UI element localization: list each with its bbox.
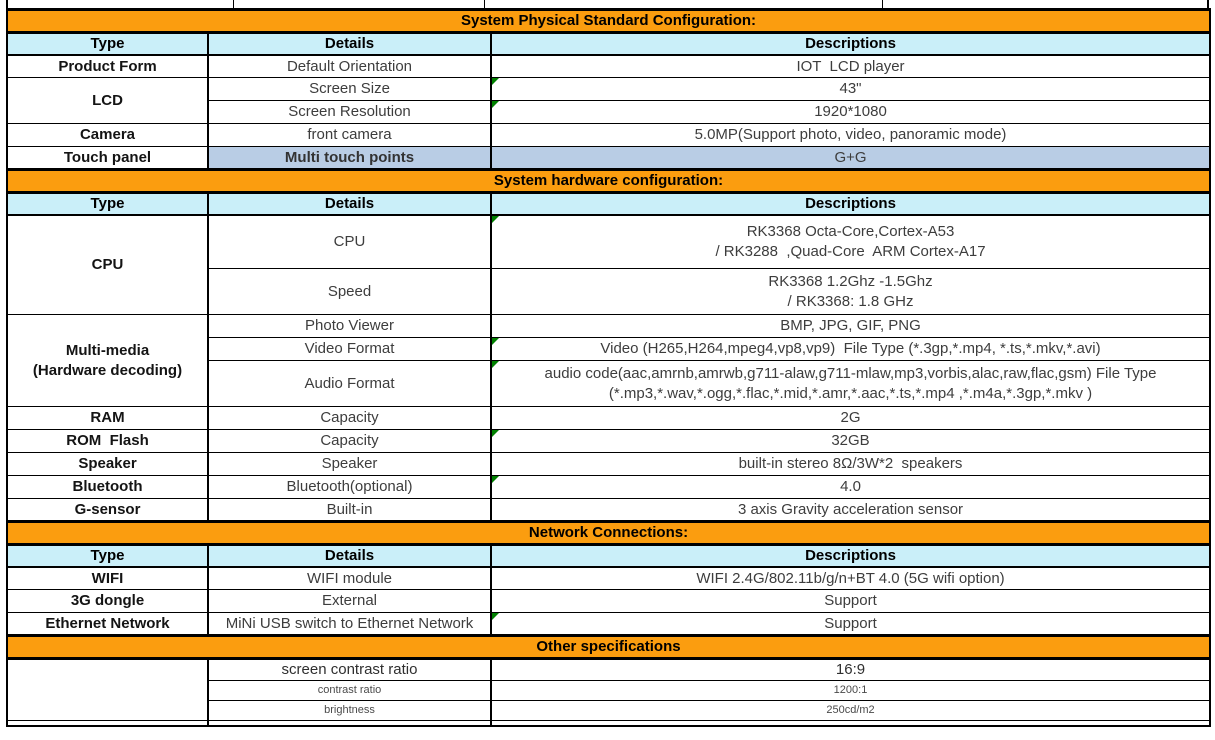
details-cell-built-in xyxy=(208,499,491,522)
cell-text: contrast ratio xyxy=(317,684,382,697)
cell-text: 43" xyxy=(839,80,862,98)
table-row xyxy=(7,315,1210,338)
type-cell-rom-flash xyxy=(7,430,208,453)
cell-text: WIFI 2.4G/802.11b/g/n+BT 4.0 (5G wifi option) xyxy=(696,569,1005,587)
cell-text: Screen Size xyxy=(309,80,390,98)
desc-cell-speed xyxy=(491,269,1210,315)
cell-text: Speaker xyxy=(321,455,378,473)
type-cell-multi-media xyxy=(7,315,208,407)
cell-text: 5.0MP(Support photo, video, panoramic mode) xyxy=(694,126,1007,144)
grid-line xyxy=(233,0,234,8)
cell-text: Touch panel xyxy=(63,148,152,166)
details-cell-contrast-ratio xyxy=(208,681,491,701)
desc-cell-contrast-ratio xyxy=(491,681,1210,701)
column-header-details: Details xyxy=(208,545,491,567)
cell-text: Support xyxy=(824,614,877,632)
cell-text: Screen Resolution xyxy=(288,103,411,121)
cell-text: Bluetooth(optional) xyxy=(286,478,413,496)
type-cell-lcd xyxy=(7,78,208,124)
cell-text: MiNi USB switch to Ethernet Network xyxy=(225,614,474,632)
column-header-descriptions: Descriptions xyxy=(491,193,1210,215)
details-cell-video-format xyxy=(208,338,491,361)
cell-text: Audio Format xyxy=(304,374,395,392)
details-cell-rom-capacity xyxy=(208,430,491,453)
table-row xyxy=(7,170,1210,193)
partial-cell xyxy=(7,721,208,726)
desc-cell-speaker xyxy=(491,453,1210,476)
table-row xyxy=(7,613,1210,636)
cell-text: Ethernet Network xyxy=(45,614,170,632)
cell-text: G-sensor xyxy=(74,500,141,518)
type-cell-cpu xyxy=(7,215,208,315)
cell-text: Built-in xyxy=(326,500,373,518)
details-cell-mini-usb-switch xyxy=(208,613,491,636)
details-cell-bluetooth xyxy=(208,476,491,499)
column-header-details: Details xyxy=(208,193,491,215)
table-row xyxy=(7,476,1210,499)
table-row xyxy=(7,10,1210,33)
desc-cell-3g-dongle xyxy=(491,590,1210,613)
details-cell-cpu xyxy=(208,215,491,269)
table-row xyxy=(7,453,1210,476)
details-cell-multi-touch-points xyxy=(208,147,491,170)
cell-text: Support xyxy=(824,592,877,610)
table-row xyxy=(7,55,1210,78)
cell-text: 32GB xyxy=(831,432,870,450)
cell-text: External xyxy=(321,592,378,610)
details-cell-front-camera xyxy=(208,124,491,147)
column-header-type: Type xyxy=(7,33,208,55)
cell-text: Multi-media xyxy=(65,342,150,359)
cell-text: G+G xyxy=(834,148,867,166)
column-header-type: Type xyxy=(7,545,208,567)
cell-error-flag-icon xyxy=(492,101,499,108)
desc-cell-ethernet xyxy=(491,613,1210,636)
grid-line xyxy=(6,0,8,8)
table-row xyxy=(7,721,1210,726)
partial-cell xyxy=(208,721,491,726)
cell-text: CPU xyxy=(91,256,124,273)
column-header-descriptions: Descriptions xyxy=(491,545,1210,567)
cell-text: Photo Viewer xyxy=(305,317,394,335)
details-cell-speaker xyxy=(208,453,491,476)
desc-cell-camera xyxy=(491,124,1210,147)
type-cell-ethernet xyxy=(7,613,208,636)
table-row xyxy=(7,147,1210,170)
cell-error-flag-icon xyxy=(492,78,499,85)
table-row xyxy=(7,407,1210,430)
table-row xyxy=(7,193,1210,215)
cell-text: 1920*1080 xyxy=(814,103,887,121)
cell-text: Capacity xyxy=(320,432,379,450)
cell-text: BMP, JPG, GIF, PNG xyxy=(780,317,921,335)
cell-text: Default Orientation xyxy=(286,57,413,75)
cell-text: / RK3368: 1.8 GHz xyxy=(787,292,914,310)
grid-line xyxy=(1207,0,1209,8)
cell-text: Speed xyxy=(327,282,372,300)
cell-error-flag-icon xyxy=(492,476,499,483)
cell-text: (Hardware decoding) xyxy=(32,361,183,379)
column-header-details: Details xyxy=(208,33,491,55)
grid-line xyxy=(484,0,485,8)
desc-cell-video-format xyxy=(491,338,1210,361)
details-cell-wifi-module xyxy=(208,567,491,590)
cell-text: front camera xyxy=(307,126,392,144)
cell-text: 250cd/m2 xyxy=(826,704,875,717)
cell-text: Capacity xyxy=(320,409,379,427)
cell-text: Bluetooth xyxy=(72,478,143,496)
cell-text: 3G dongle xyxy=(70,592,145,610)
cell-text: RAM xyxy=(90,409,125,427)
cell-text: Video (H265,H264,mpeg4,vp8,vp9) File Type (*.3gp,*.mp4, *.ts,*.mkv,*.avi) xyxy=(600,340,1101,358)
type-cell-3g-dongle xyxy=(7,590,208,613)
details-cell-audio-format xyxy=(208,361,491,407)
type-cell-ram xyxy=(7,407,208,430)
table-row xyxy=(7,567,1210,590)
cell-text: RK3368 1.2Ghz -1.5Ghz xyxy=(768,273,933,290)
details-cell-screen-contrast-ratio xyxy=(208,659,491,681)
desc-cell-ram xyxy=(491,407,1210,430)
type-cell-bluetooth xyxy=(7,476,208,499)
cell-error-flag-icon xyxy=(492,361,499,368)
cell-text: built-in stereo 8Ω/3W*2 speakers xyxy=(738,455,963,473)
table-row xyxy=(7,430,1210,453)
table-row xyxy=(7,590,1210,613)
details-cell-ram-capacity xyxy=(208,407,491,430)
type-cell-empty xyxy=(7,659,208,721)
desc-cell-brightness xyxy=(491,701,1210,721)
cell-text: / RK3288 ,Quad-Core ARM Cortex-A17 xyxy=(715,242,986,260)
cell-text: screen contrast ratio xyxy=(281,661,418,679)
cell-text: CPU xyxy=(333,233,366,250)
desc-cell-rom-flash xyxy=(491,430,1210,453)
desc-cell-photo-viewer xyxy=(491,315,1210,338)
cell-text: audio code(aac,amrnb,amrwb,g711-alaw,g711-mlaw,mp3,vorbis,alac,raw,flac,gsm) File Type xyxy=(544,365,1157,382)
cell-text: Video Format xyxy=(304,340,395,358)
type-cell-camera xyxy=(7,124,208,147)
cell-text: 4.0 xyxy=(840,478,861,496)
table-row xyxy=(7,545,1210,567)
type-cell-touch-panel xyxy=(7,147,208,170)
type-cell-wifi xyxy=(7,567,208,590)
table-row xyxy=(7,522,1210,545)
partial-row-above-table xyxy=(0,0,1215,8)
cell-text: 2G xyxy=(840,409,861,427)
table-row xyxy=(7,659,1210,681)
cell-text: (*.mp3,*.wav,*.ogg,*.flac,*.mid,*.amr,*.aac,*.ts,*.mp4 ,*.m4a,*.3gp,*.mkv ) xyxy=(608,384,1093,402)
cell-error-flag-icon xyxy=(492,338,499,345)
cell-text: 3 axis Gravity acceleration sensor xyxy=(737,500,964,518)
table-row xyxy=(7,636,1210,659)
table-row xyxy=(7,33,1210,55)
cell-error-flag-icon xyxy=(492,613,499,620)
cell-text: 16:9 xyxy=(835,661,866,679)
details-cell-external xyxy=(208,590,491,613)
grid-line xyxy=(882,0,883,8)
cell-text: Speaker xyxy=(78,455,137,473)
cell-text: Product Form xyxy=(58,57,157,75)
table-row xyxy=(7,499,1210,522)
cell-text: 1200:1 xyxy=(833,684,868,697)
partial-cell xyxy=(491,721,1210,726)
details-cell-screen-size xyxy=(208,78,491,101)
cell-error-flag-icon xyxy=(492,216,499,223)
table-row xyxy=(7,78,1210,101)
type-cell-g-sensor xyxy=(7,499,208,522)
desc-cell-touch-panel xyxy=(491,147,1210,170)
type-cell-speaker xyxy=(7,453,208,476)
cell-text: LCD xyxy=(92,91,123,109)
cell-text: IOT LCD player xyxy=(796,57,905,75)
desc-cell-g-sensor xyxy=(491,499,1210,522)
section-title-hardware: System hardware configuration: xyxy=(7,170,1210,193)
desc-cell-screen-contrast-ratio xyxy=(491,659,1210,681)
section-title-other-specs: Other specifications xyxy=(7,636,1210,659)
desc-cell-audio-format xyxy=(491,361,1210,407)
cell-text: Multi touch points xyxy=(284,148,415,166)
desc-cell-wifi xyxy=(491,567,1210,590)
details-cell-brightness xyxy=(208,701,491,721)
cell-text: WIFI module xyxy=(306,569,393,587)
details-cell-photo-viewer xyxy=(208,315,491,338)
cell-text: RK3368 Octa-Core,Cortex-A53 xyxy=(746,223,955,241)
desc-cell-bluetooth xyxy=(491,476,1210,499)
desc-cell-screen-size xyxy=(491,78,1210,101)
desc-cell-product-form xyxy=(491,55,1210,78)
desc-cell-screen-resolution xyxy=(491,101,1210,124)
column-header-type: Type xyxy=(7,193,208,215)
column-header-descriptions: Descriptions xyxy=(491,33,1210,55)
cell-error-flag-icon xyxy=(492,430,499,437)
section-title-network: Network Connections: xyxy=(7,522,1210,545)
details-cell-speed xyxy=(208,269,491,315)
table-row xyxy=(7,215,1210,269)
desc-cell-cpu xyxy=(491,215,1210,269)
spec-table xyxy=(6,8,1211,727)
type-cell-product-form xyxy=(7,55,208,78)
cell-text: brightness xyxy=(324,704,375,717)
cell-text: ROM Flash xyxy=(66,432,149,450)
details-cell-default-orientation xyxy=(208,55,491,78)
cell-text: Camera xyxy=(79,126,136,144)
table-row xyxy=(7,124,1210,147)
cell-text: WIFI xyxy=(91,569,124,587)
details-cell-screen-resolution xyxy=(208,101,491,124)
section-title-physical: System Physical Standard Configuration: xyxy=(7,10,1210,33)
